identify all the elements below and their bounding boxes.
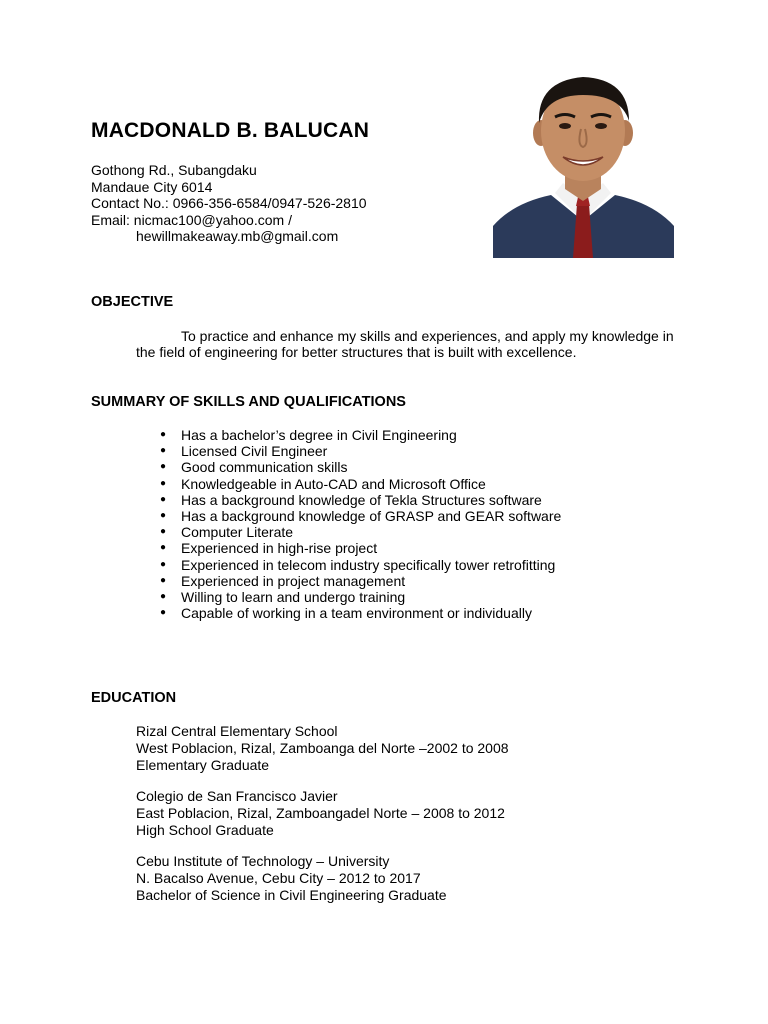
- list-item: ● Good communication skills: [160, 459, 561, 475]
- school-name: Colegio de San Francisco Javier: [136, 788, 338, 804]
- school-name: Rizal Central Elementary School: [136, 723, 338, 739]
- contact-block: [91, 162, 367, 245]
- objective-text: To practice and enhance my skills and experiences, and apply my knowledge in the field of engineering for better structures that is built with excellence.: [136, 328, 674, 360]
- list-item: ● Experienced in high-rise project: [160, 540, 561, 556]
- school-level: Bachelor of Science in Civil Engineering Graduate: [136, 886, 447, 903]
- contact-number: Contact No.: 0966-356-6584/0947-526-2810: [91, 195, 367, 211]
- email-line-1: Email: nicmac100@yahoo.com /: [91, 211, 292, 228]
- list-item: ● Has a background knowledge of GRASP and GEAR software: [160, 508, 561, 524]
- list-item: ● Computer Literate: [160, 524, 561, 540]
- list-item: ● Has a bachelor’s degree in Civil Engineering: [160, 427, 561, 443]
- school-location: East Poblacion, Rizal, Zamboangadel Norte – 2008 to 2012: [136, 804, 505, 821]
- school-location: N. Bacalso Avenue, Cebu City – 2012 to 2017: [136, 869, 421, 886]
- education-heading: EDUCATION: [91, 690, 177, 706]
- school-name: Cebu Institute of Technology – University: [136, 853, 390, 869]
- list-item: ● Willing to learn and undergo training: [160, 589, 561, 605]
- skills-heading: SUMMARY OF SKILLS AND QUALIFICATIONS: [91, 394, 406, 410]
- education-entry-highschool: [136, 788, 505, 838]
- school-location: West Poblacion, Rizal, Zamboanga del Norte –2002 to 2008: [136, 739, 509, 756]
- school-level: High School Graduate: [136, 821, 274, 838]
- list-item: ● Capable of working in a team environment or individually: [160, 605, 561, 621]
- list-item: ● Experienced in project management: [160, 573, 561, 589]
- applicant-name: MACDONALD B. BALUCAN: [91, 119, 370, 142]
- email-line-2: hewillmakeaway.mb@gmail.com: [136, 228, 339, 244]
- skills-list: [160, 427, 561, 621]
- address-line-1: Gothong Rd., Subangdaku: [91, 162, 257, 178]
- list-item: ● Licensed Civil Engineer: [160, 443, 561, 459]
- education-entry-college: [136, 853, 447, 903]
- address-line-2: Mandaue City 6014: [91, 178, 213, 195]
- list-item: ● Experienced in telecom industry specifically tower retrofitting: [160, 557, 561, 573]
- school-level: Elementary Graduate: [136, 756, 270, 773]
- objective-heading: OBJECTIVE: [91, 294, 174, 310]
- education-entry-elementary: [136, 723, 509, 773]
- list-item: ● Has a background knowledge of Tekla Structures software: [160, 492, 561, 508]
- person-photo-icon: [493, 71, 674, 258]
- list-item: ● Knowledgeable in Auto-CAD and Microsoft Office: [160, 476, 561, 492]
